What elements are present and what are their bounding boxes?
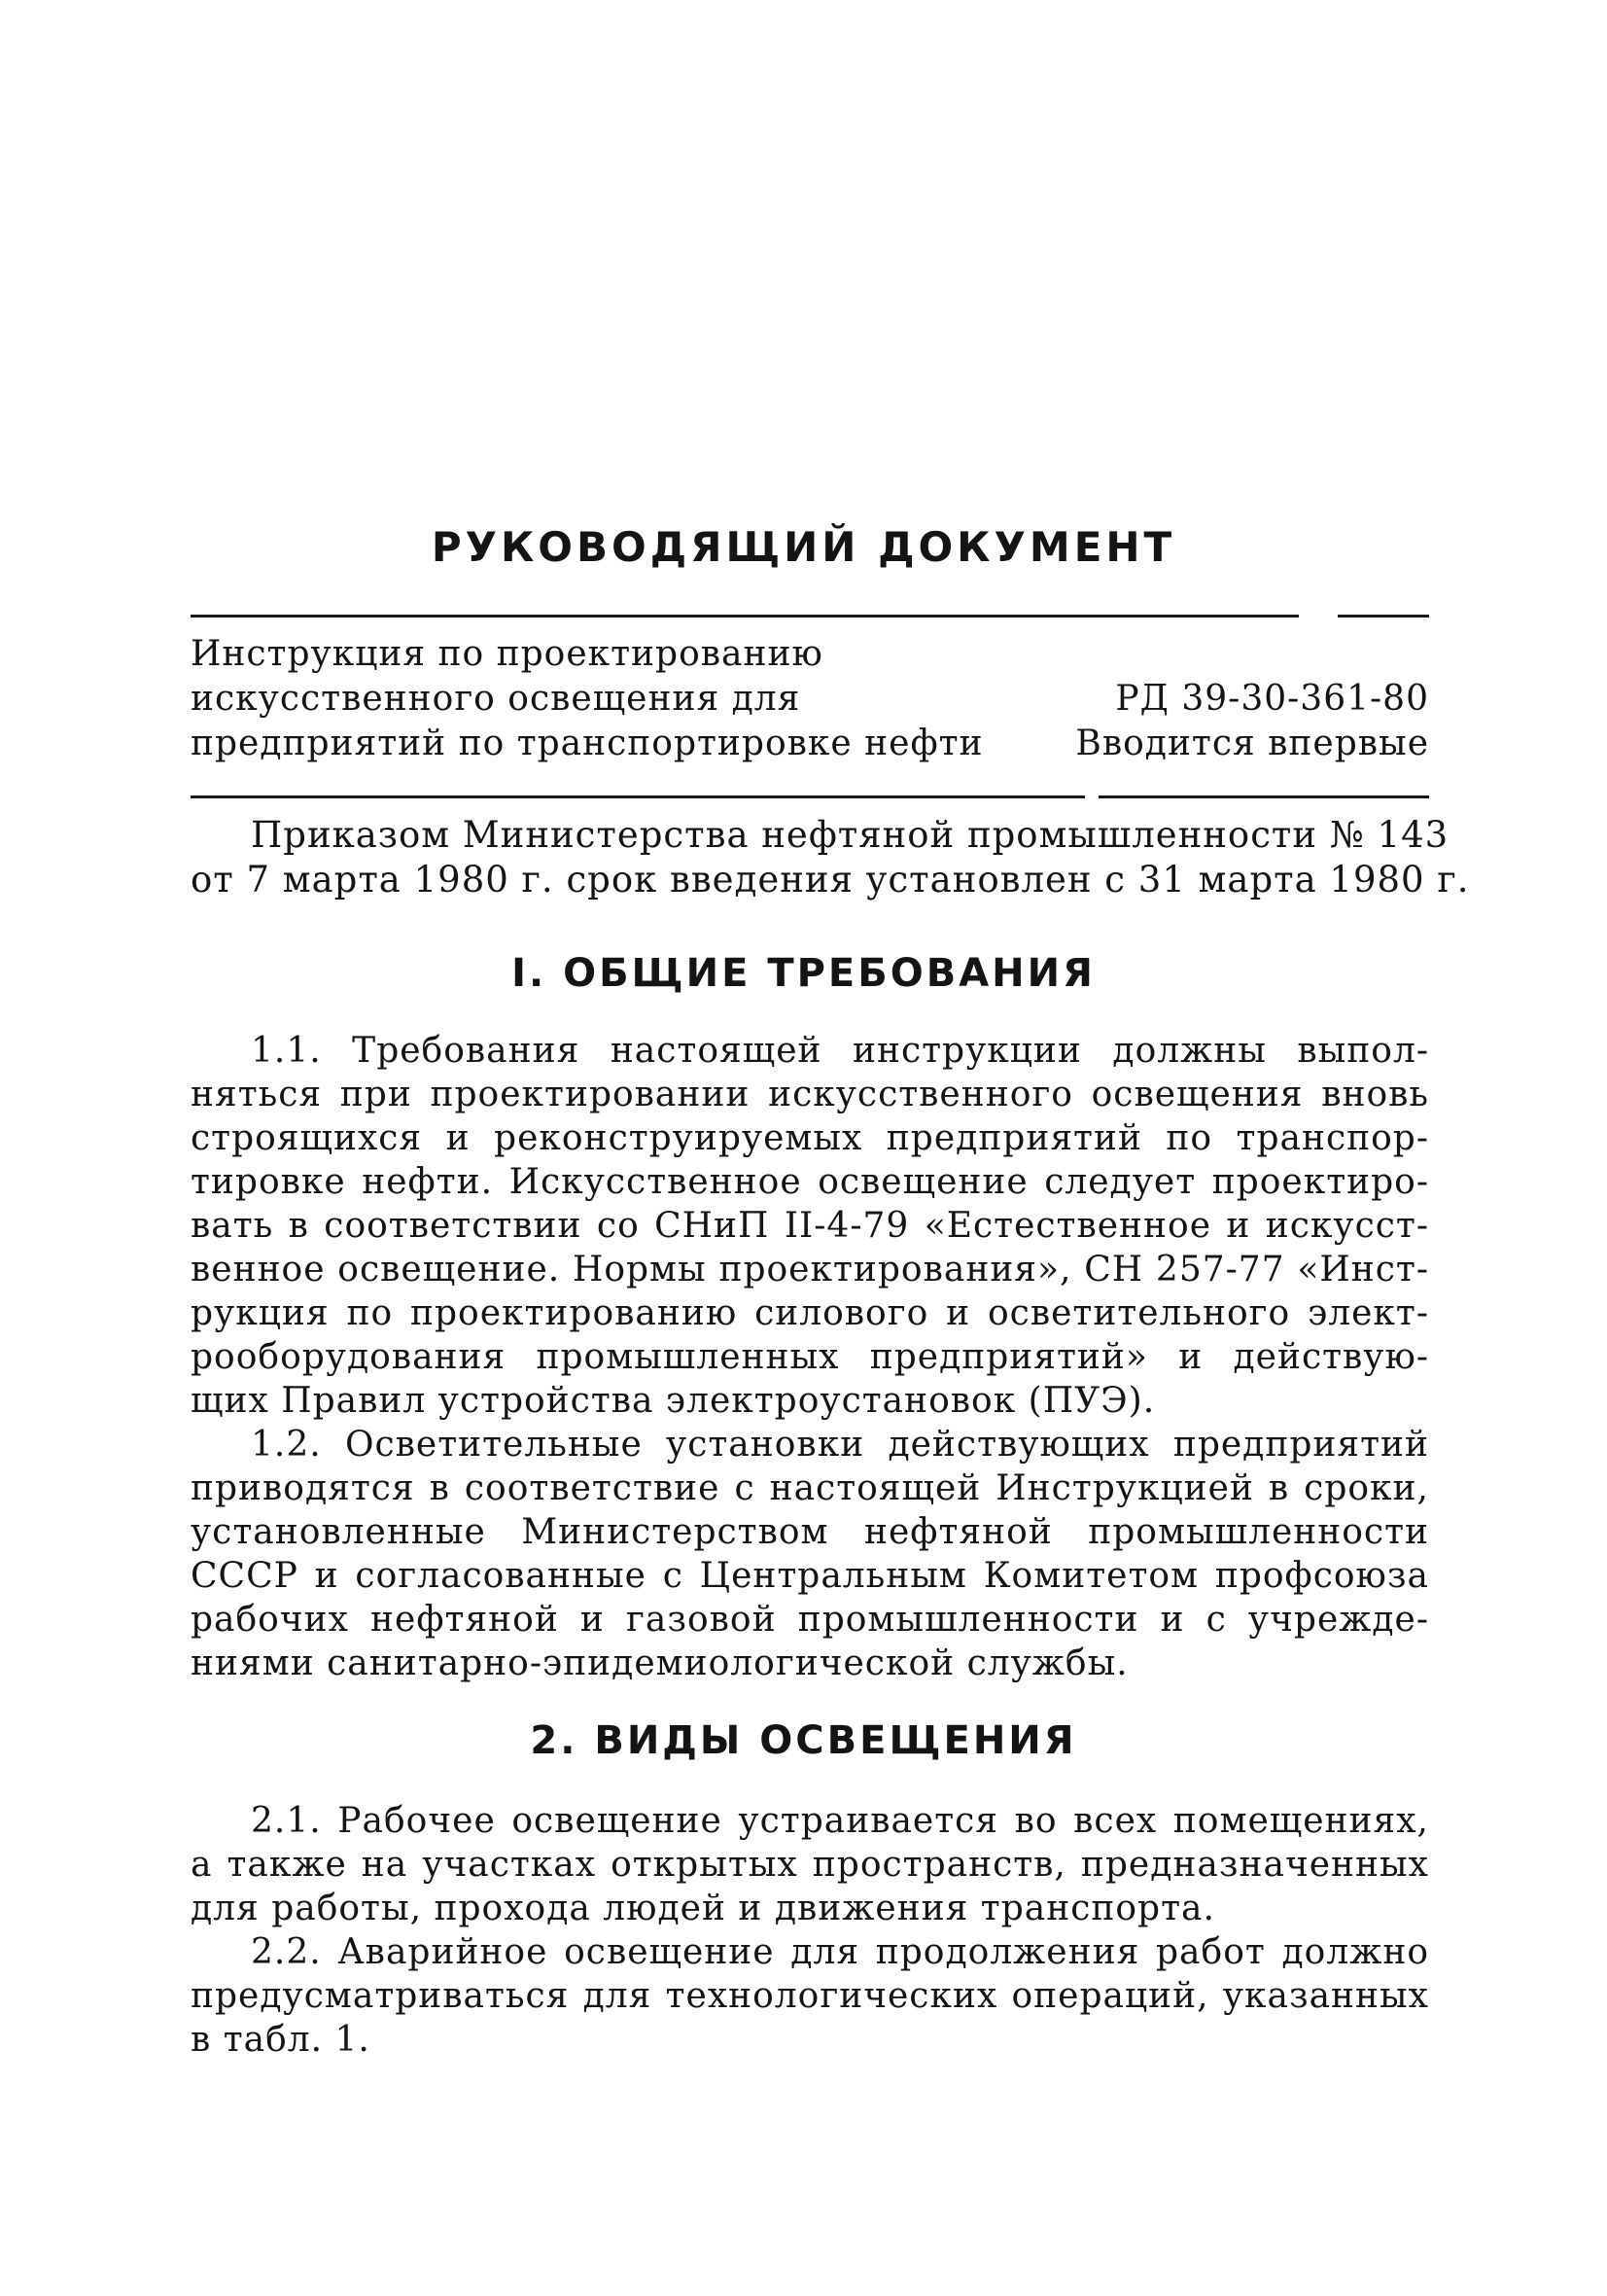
text-line: вать в соответствии со СНиП II-4-79 «Естественное и искусст- bbox=[191, 1206, 1429, 1246]
document-title bbox=[191, 632, 1007, 766]
order-line: от 7 марта 1980 г. срок введения установлен с 31 марта 1980 г. bbox=[191, 859, 1470, 901]
document-meta bbox=[1075, 677, 1429, 766]
text-line: ниями санитарно-эпидемиологической службы. bbox=[191, 1643, 1129, 1683]
text-line: в табл. 1. bbox=[191, 2020, 370, 2060]
text-line: щих Правил устройства электроустановок (ПУЭ). bbox=[191, 1381, 1156, 1421]
text-line: установленные Министерством нефтяной промышленности bbox=[191, 1512, 1429, 1552]
document-title-line: Инструкция по проектированию bbox=[191, 634, 823, 674]
order-line: Приказом Министерства нефтяной промышленности № 143 bbox=[251, 814, 1450, 856]
text-line: 1.1. Требования настоящей инструкции должны выпол- bbox=[251, 1031, 1429, 1071]
text-line: а также на участках открытых пространств, предназначенных bbox=[191, 1845, 1429, 1885]
text-line: венное освещение. Нормы проектирования», СН 257-77 «Инст- bbox=[191, 1250, 1429, 1289]
text-line: 1.2. Осветительные установки действующих предприятий bbox=[251, 1425, 1429, 1465]
text-line: приводятся в соответствие с настоящей Инструкцией в сроки, bbox=[191, 1468, 1429, 1508]
paragraph-1-2 bbox=[191, 1423, 1429, 1685]
document-title-line: искусственного освещения для bbox=[191, 679, 801, 719]
text-line: тировке нефти. Искусственное освещение следует проектиро- bbox=[191, 1162, 1429, 1202]
document-status: Вводится впервые bbox=[1075, 724, 1429, 763]
section-heading: 2. ВИДЫ ОСВЕЩЕНИЯ bbox=[530, 1718, 1077, 1763]
section-heading: I. ОБЩИЕ ТРЕБОВАНИЯ bbox=[511, 951, 1096, 996]
title-block bbox=[191, 632, 1429, 807]
document-type-heading: РУКОВОДЯЩИЙ ДОКУМЕНТ bbox=[431, 523, 1176, 571]
text-line: рабочих нефтяной и газовой промышленности и с учрежде- bbox=[191, 1600, 1429, 1640]
text-line: 2.2. Аварийное освещение для продолжения работ должно bbox=[251, 1932, 1429, 1972]
text-line: для работы, прохода людей и движения транспорта. bbox=[191, 1889, 1215, 1928]
paragraph-1-1 bbox=[191, 1029, 1429, 1423]
paragraph-2-2 bbox=[191, 1930, 1429, 2062]
text-line: 2.1. Рабочее освещение устраивается во всех помещениях, bbox=[251, 1801, 1429, 1841]
document-title-line: предприятий по транспортировке нефти bbox=[191, 724, 984, 763]
paragraph-2-1 bbox=[191, 1799, 1429, 1930]
top-rule-main bbox=[191, 615, 1299, 618]
top-rule-short bbox=[1338, 615, 1429, 618]
text-line: рукция по проектированию силового и осветительного элект- bbox=[191, 1293, 1429, 1333]
bottom-rule-right bbox=[1099, 795, 1429, 798]
text-line: СССР и согласованные с Центральным Комитетом профсоюза bbox=[191, 1556, 1429, 1596]
text-line: рооборудования промышленных предприятий» и действую- bbox=[191, 1337, 1429, 1377]
text-line: предусматриваться для технологических операций, указанных bbox=[191, 1976, 1429, 2016]
document-code: РД 39-30-361-80 bbox=[1115, 679, 1429, 719]
text-line: строящихся и реконструируемых предприятий по транспор- bbox=[191, 1118, 1429, 1158]
bottom-rule-left bbox=[191, 795, 1085, 798]
text-line: няться при проектировании искусственного освещения вновь bbox=[191, 1075, 1429, 1114]
order-paragraph bbox=[191, 813, 1470, 902]
